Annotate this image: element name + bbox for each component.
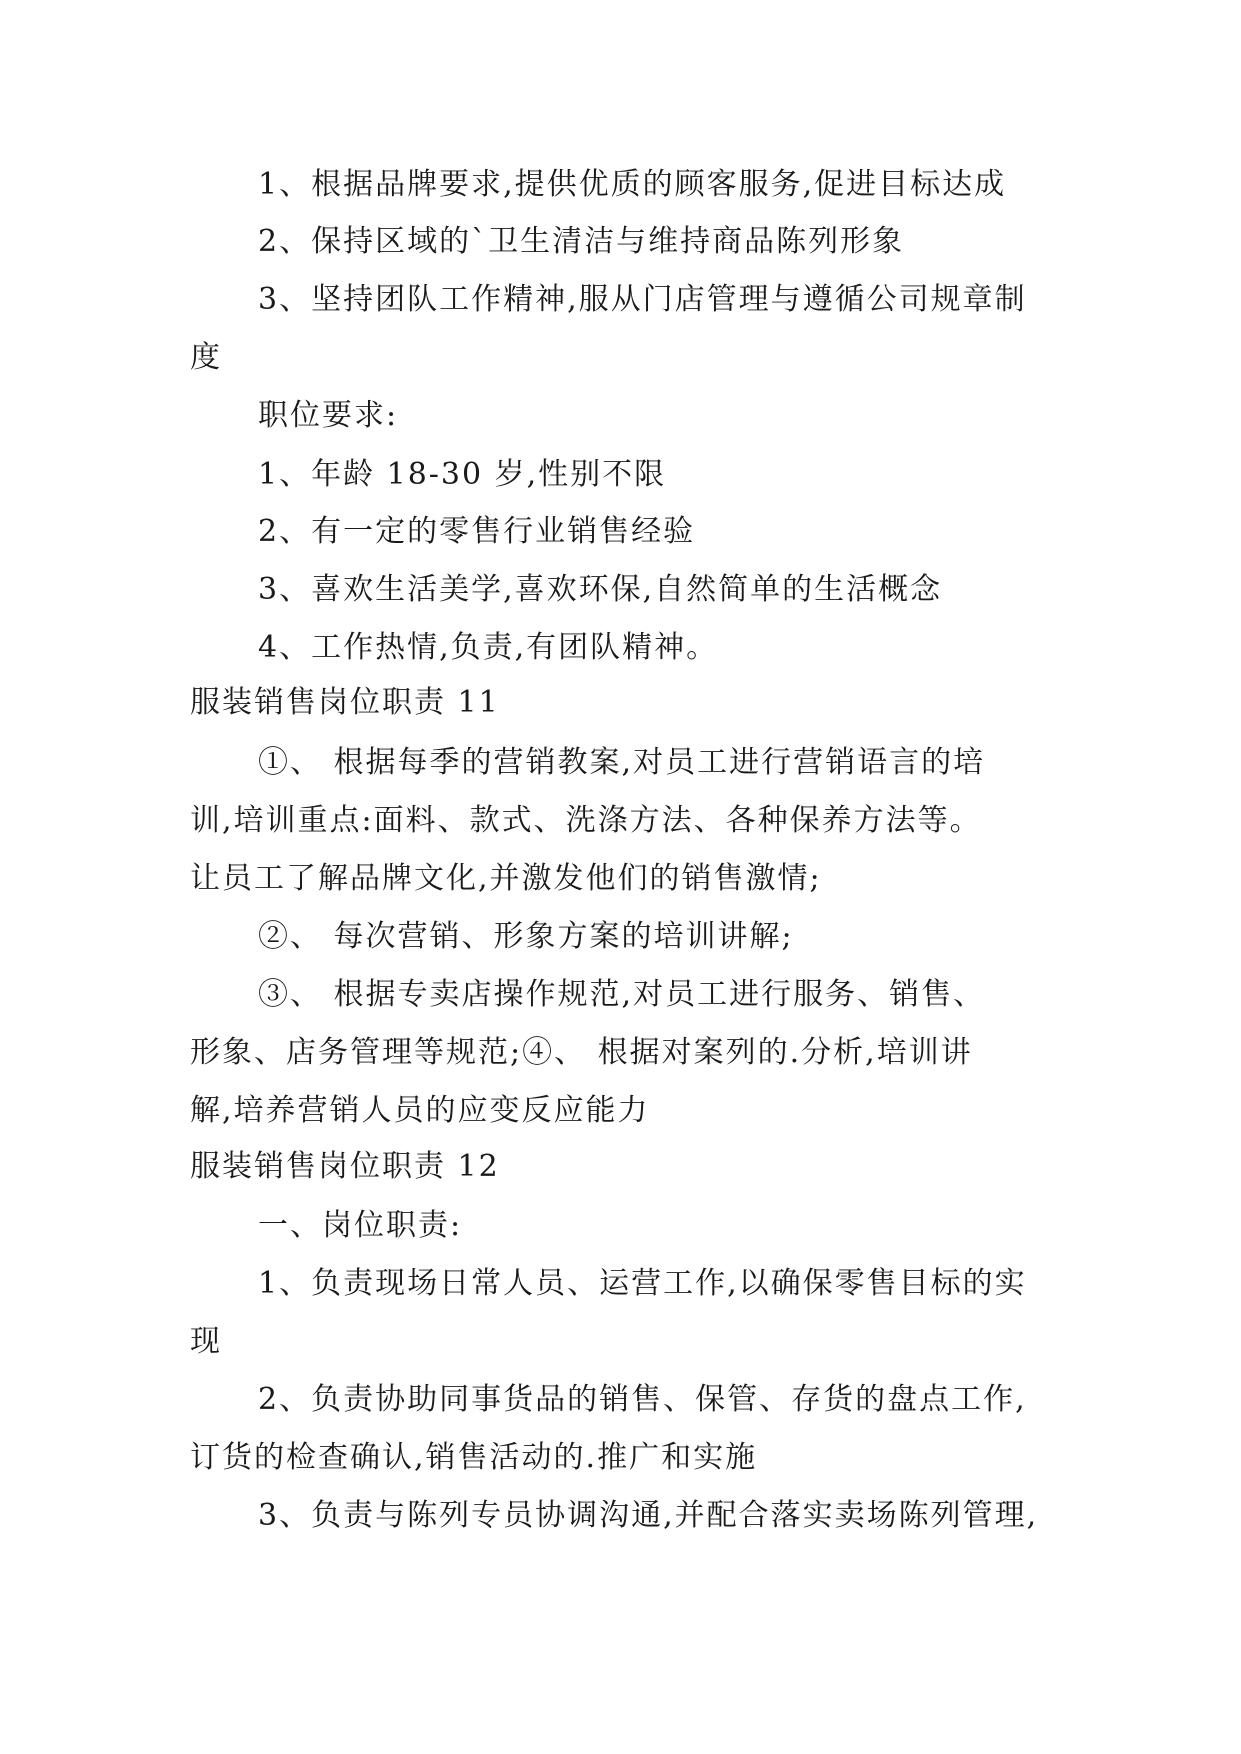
paragraph-line: 训,培训重点:面料、款式、洗涤方法、各种保养方法等。 xyxy=(190,803,982,838)
paragraph-line: 2、负责协助同事货品的销售、保管、存货的盘点工作, xyxy=(258,1382,1027,1417)
paragraph-line: 3、负责与陈列专员协调沟通,并配合落实卖场陈列管理, xyxy=(258,1498,1039,1533)
requirement-line: 2、有一定的零售行业销售经验 xyxy=(258,514,696,549)
paragraph-line: 订货的检查确认,销售活动的.推广和实施 xyxy=(190,1440,758,1475)
paragraph-line: ①、 根据每季的营销教案,对员工进行营销语言的培 xyxy=(258,745,986,780)
section-title: 服装销售岗位职责 11 xyxy=(190,685,500,720)
duty-line: 3、坚持团队工作精神,服从门店管理与遵循公司规章制 xyxy=(258,282,1027,317)
paragraph-line: 一、岗位职责: xyxy=(258,1208,463,1243)
requirement-line: 1、年龄 18-30 岁,性别不限 xyxy=(258,457,667,492)
paragraph-line: ③、 根据专卖店操作规范,对员工进行服务、销售、 xyxy=(258,977,986,1012)
paragraph-line: 让员工了解品牌文化,并激发他们的销售激情; xyxy=(190,861,822,896)
paragraph-line: 解,培养营销人员的应变反应能力 xyxy=(190,1093,650,1128)
paragraph-line: ②、 每次营销、形象方案的培训讲解; xyxy=(258,919,794,954)
duty-line: 2、保持区域的`卫生清洁与维持商品陈列形象 xyxy=(258,224,905,259)
paragraph-line: 1、负责现场日常人员、运营工作,以确保零售目标的实 xyxy=(258,1266,1027,1301)
requirement-line: 3、喜欢生活美学,喜欢环保,自然简单的生活概念 xyxy=(258,572,943,607)
paragraph-line: 现 xyxy=(190,1324,222,1359)
duty-line: 度 xyxy=(190,340,222,375)
requirement-line: 4、工作热情,负责,有团队精神。 xyxy=(258,630,719,665)
duty-line: 1、根据品牌要求,提供优质的顾客服务,促进目标达成 xyxy=(258,167,1007,202)
paragraph-line: 形象、店务管理等规范;④、 根据对案列的.分析,培训讲 xyxy=(190,1035,973,1070)
section-title: 服装销售岗位职责 12 xyxy=(190,1149,500,1184)
requirements-heading: 职位要求: xyxy=(258,398,399,433)
